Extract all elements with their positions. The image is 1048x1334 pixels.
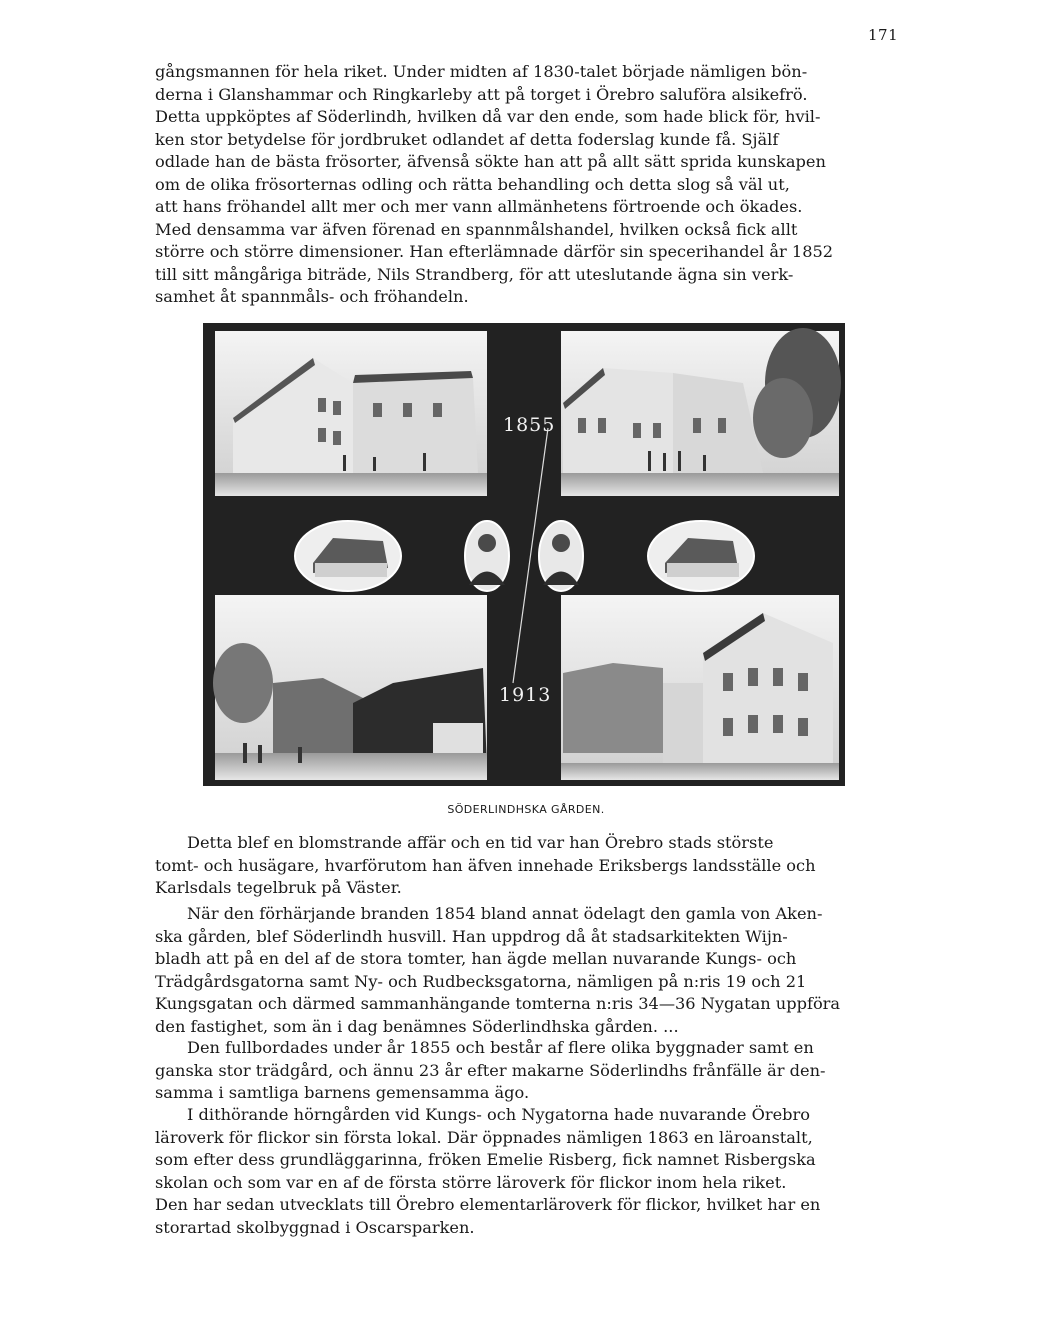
- year-label-1855: 1855: [503, 414, 556, 436]
- text-line: odlade han de bästa frösorter, äfvenså sökte han att på allt sätt sprida kunskapen: [155, 152, 826, 171]
- text-line: att hans fröhandel allt mer och mer vann allmänhetens förtroende och ökades.: [155, 197, 803, 216]
- text-line: Kungsgatan och därmed sammanhängande tomterna n:ris 34—36 Nygatan uppföra: [155, 994, 841, 1013]
- year-label-1913: 1913: [499, 684, 552, 706]
- text-line: ska gården, blef Söderlindh husvill. Han uppdrog då åt stadsarkitekten Wijn-: [155, 926, 788, 946]
- text-line: samhet åt spannmåls- och fröhandeln.: [155, 287, 469, 306]
- text-line: som efter dess grundläggarinna, fröken Emelie Risberg, fick namnet Risbergska: [155, 1150, 816, 1169]
- oval-house-right: [648, 521, 754, 591]
- text-line: Detta uppköptes af Söderlindh, hvilken då var den ende, som hade blick för, hvil-: [155, 107, 821, 126]
- text-line: bladh att på en del af de stora tomter, han ägde mellan nuvarande Kungs- och: [155, 949, 797, 968]
- text-line: till sitt mångåriga biträde, Nils Strandberg, för att uteslutande ägna sin verk-: [155, 264, 794, 284]
- figure-caption: SÖDERLINDHSKA GÅRDEN.: [447, 803, 605, 816]
- text-line: ken stor betydelse för jordbruket odlandet af detta foderslag kunde få. Själf: [155, 129, 779, 149]
- text-line: derna i Glanshammar och Ringkarleby att på torget i Örebro saluföra alsikefrö.: [155, 84, 808, 104]
- paragraph-5: [155, 1104, 897, 1239]
- text-line: om de olika frösorternas odling och rätta behandling och detta slog så väl ut,: [155, 174, 790, 194]
- paragraph-2: [155, 832, 897, 900]
- portrait-man: [465, 521, 509, 591]
- text-line: I dithörande hörngården vid Kungs- och Nygatorna hade nuvarande Örebro: [187, 1105, 811, 1124]
- text-line: ganska stor trädgård, och ännu 23 år efter makarne Söderlindhs frånfälle är den-: [155, 1060, 826, 1080]
- paragraph-4: [155, 1037, 897, 1105]
- portrait-woman: [539, 521, 583, 591]
- page-number: 171: [868, 26, 899, 44]
- text-line: tomt- och husägare, hvarförutom han äfven innehade Eriksbergs landsställe och: [155, 855, 816, 875]
- photo-collage: [203, 323, 845, 786]
- paragraph-1: [155, 61, 897, 309]
- text-line: läroverk för flickor sin första lokal. Där öppnades nämligen 1863 en läroanstalt,: [155, 1127, 813, 1147]
- text-line: storartad skolbyggnad i Oscarsparken.: [155, 1217, 475, 1237]
- text-line: Med densamma var äfven förenad en spannmålshandel, hvilken också fick allt: [155, 219, 798, 239]
- paragraph-3: [155, 903, 897, 1038]
- photo-1855-right: [561, 328, 841, 496]
- text-line: skolan och som var en af de första större läroverk för flickor inom hela riket.: [155, 1172, 787, 1192]
- text-line: Detta blef en blomstrande affär och en tid var han Örebro stads störste: [187, 833, 774, 852]
- photo-1855-left: [215, 331, 487, 496]
- oval-house-left: [295, 521, 401, 591]
- text-line: den fastighet, som än i dag benämnes Söderlindhska gården. ...: [155, 1016, 679, 1036]
- text-line: samma i samtliga barnens gemensamma ägo.: [155, 1083, 530, 1102]
- photo-1913-left: [213, 595, 487, 780]
- text-line: Den har sedan utvecklats till Örebro elementarläroverk för flickor, hvilket har en: [155, 1195, 821, 1214]
- text-line: större och större dimensioner. Han efterlämnade därför sin specerihandel år 1852: [155, 242, 834, 261]
- text-line: gångsmannen för hela riket. Under midten af 1830-talet började nämligen bön-: [155, 62, 808, 81]
- text-line: Den fullbordades under år 1855 och består af flere olika byggnader samt en: [187, 1038, 814, 1057]
- text-line: Trädgårdsgatorna samt Ny- och Rudbecksgatorna, nämligen på n:ris 19 och 21: [155, 971, 807, 991]
- text-line: Karlsdals tegelbruk på Väster.: [155, 878, 402, 897]
- text-line: När den förhärjande branden 1854 bland annat ödelagt den gamla von Aken-: [187, 904, 823, 923]
- photo-1913-right: [561, 595, 839, 780]
